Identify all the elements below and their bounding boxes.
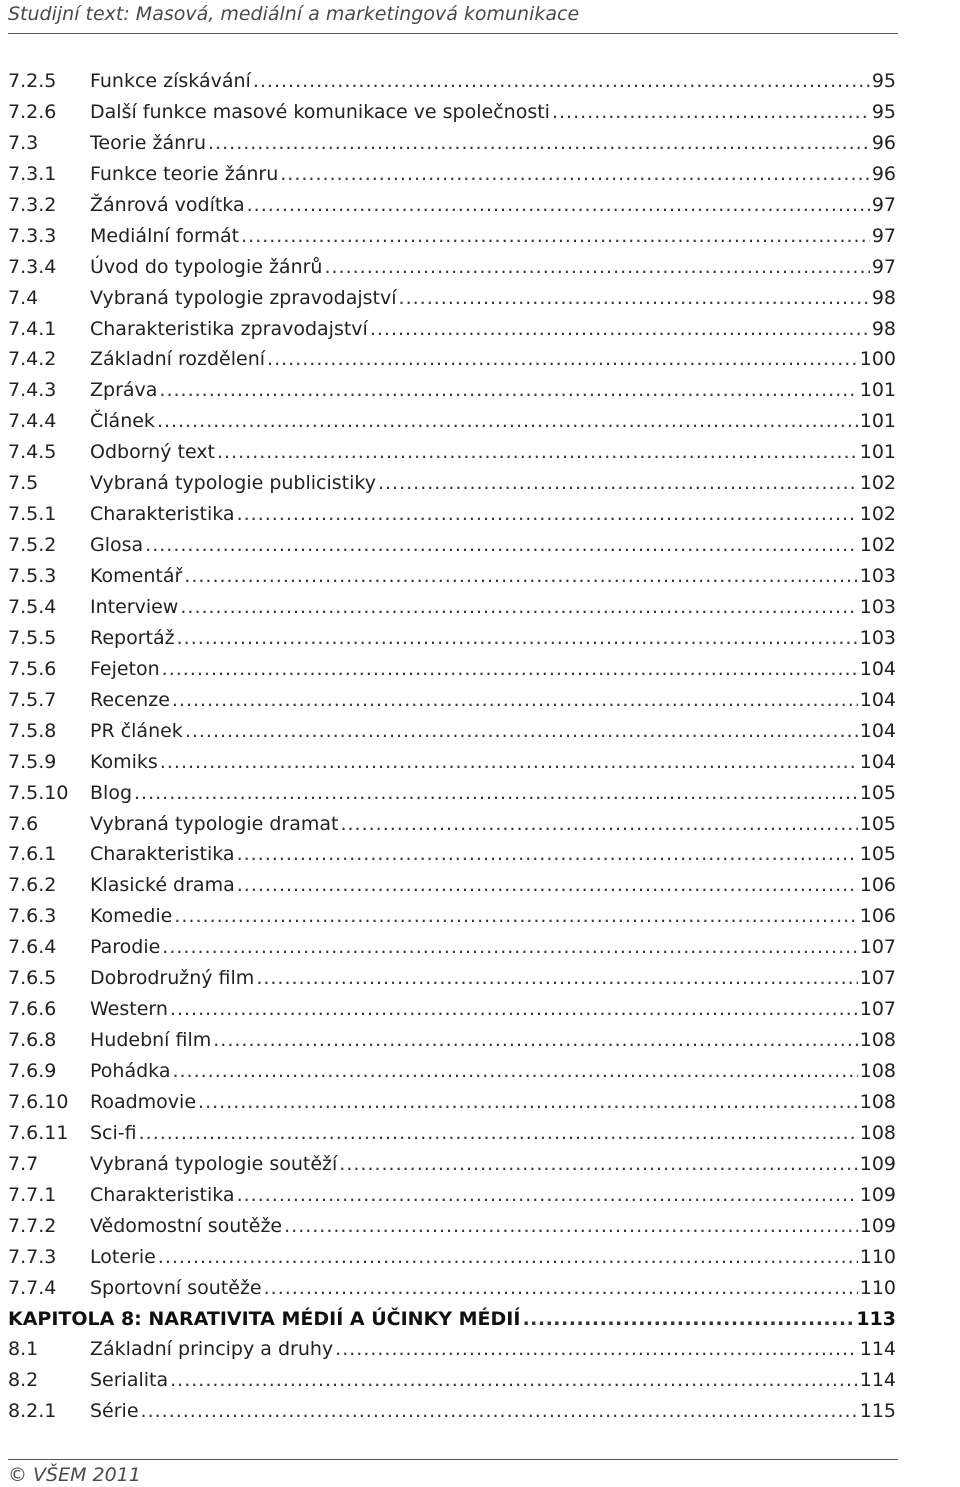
toc-entry-title: Úvod do typologie žánrů: [90, 255, 323, 278]
toc-dot-leader: [180, 592, 857, 622]
toc-dot-leader: [157, 406, 858, 436]
toc-dot-leader: [184, 561, 857, 591]
toc-entry[interactable]: [8, 1180, 896, 1211]
toc-entry[interactable]: [8, 1118, 896, 1149]
toc-entry-title: Komentář: [90, 565, 183, 587]
toc-entry-number: 7.4.4: [8, 410, 57, 433]
toc-entry-title: Sci-fi: [90, 1121, 137, 1144]
toc-entry-title: Vybraná typologie dramat: [90, 812, 339, 835]
toc-dot-leader: [237, 499, 858, 529]
toc-dot-leader: [185, 716, 858, 746]
toc-entry[interactable]: [8, 654, 896, 685]
toc-entry-page: 113: [856, 1307, 896, 1330]
toc-dot-leader: [162, 654, 858, 684]
toc-entry[interactable]: [8, 1056, 896, 1087]
toc-entry[interactable]: [8, 252, 896, 283]
toc-entry-page: 98: [871, 286, 896, 309]
toc-entry[interactable]: [8, 159, 896, 190]
toc-dot-leader: [213, 1025, 857, 1055]
toc-entry-number: 7.4.5: [8, 441, 57, 464]
toc-dot-leader: [237, 839, 858, 869]
toc-entry-title: Žánrová vodítka: [90, 193, 245, 216]
toc-dot-leader: [134, 778, 858, 808]
toc-entry[interactable]: [8, 716, 896, 747]
toc-entry-number: 7.6.9: [8, 1060, 57, 1082]
toc-dot-leader: [267, 344, 858, 374]
toc-entry[interactable]: [8, 437, 896, 468]
toc-entry-number: 7.6.3: [8, 905, 57, 928]
toc-entry-title: Funkce získávání: [90, 70, 251, 92]
toc-entry-title: Western: [90, 998, 168, 1021]
toc-entry-title: Článek: [90, 410, 155, 433]
toc-entry-page: 98: [871, 317, 896, 340]
toc-dot-leader: [399, 283, 870, 313]
toc-entry-number: 7.3: [8, 131, 39, 154]
toc-entry-page: 95: [871, 100, 896, 123]
toc-dot-leader: [159, 375, 857, 405]
toc-entry-title: Funkce teorie žánru: [90, 162, 279, 185]
toc-entry[interactable]: [8, 375, 896, 406]
toc-entry-title: Komedie: [90, 905, 173, 928]
toc-entry-number: 7.5.8: [8, 719, 57, 742]
toc-entry-page: 108: [859, 1090, 896, 1113]
toc-entry-number: 7.3.3: [8, 224, 57, 247]
toc-dot-leader: [247, 190, 870, 220]
toc-entry-title: Série: [90, 1400, 139, 1423]
toc-dot-leader: [241, 221, 870, 251]
toc-entry-page: 105: [859, 812, 896, 835]
toc-entry-number: 7.4: [8, 286, 39, 309]
toc-entry-title: Recenze: [90, 688, 170, 711]
toc-entry-page: 102: [859, 503, 896, 526]
toc-entry-page: 115: [859, 1400, 896, 1423]
toc-entry[interactable]: [8, 1396, 896, 1427]
toc-entry[interactable]: [8, 561, 896, 592]
toc-entry-number: 7.5.6: [8, 657, 57, 680]
toc-entry-page: 114: [859, 1369, 896, 1392]
toc-entry-title: Pohádka: [90, 1060, 171, 1082]
toc-entry-title: Parodie: [90, 936, 161, 959]
toc-entry-page: 106: [859, 905, 896, 928]
toc-entry[interactable]: [8, 344, 896, 375]
toc-entry-number: 7.5.10: [8, 781, 69, 804]
toc-entry-page: 107: [859, 936, 896, 959]
toc-entry[interactable]: [8, 530, 896, 561]
toc-dot-leader: [208, 128, 870, 158]
toc-entry-title: Teorie žánru: [90, 131, 207, 154]
toc-dot-leader: [139, 1118, 858, 1148]
toc-entry-title: Glosa: [90, 534, 144, 557]
toc-entry[interactable]: [8, 932, 896, 963]
toc-entry-number: 7.6.4: [8, 936, 57, 959]
toc-entry-page: 109: [859, 1183, 896, 1206]
toc-entry-number: 7.4.2: [8, 348, 57, 371]
toc-entry-number: 7.6.2: [8, 874, 57, 897]
toc-entry-title: Odborný text: [90, 441, 216, 464]
toc-entry-title: Další funkce masové komunikace ve společnosti: [90, 100, 550, 123]
toc-entry-title: Zpráva: [90, 379, 158, 402]
toc-entry-number: 7.3.1: [8, 162, 57, 185]
toc-entry-title: Roadmovie: [90, 1090, 197, 1113]
toc-entry[interactable]: [8, 870, 896, 901]
toc-dot-leader: [172, 685, 858, 715]
toc-entry-title: Serialita: [90, 1369, 169, 1392]
toc-entry[interactable]: [8, 623, 896, 654]
toc-entry-number: 8.2: [8, 1369, 39, 1392]
toc-entry[interactable]: [8, 406, 896, 437]
toc-entry-number: 7.6.5: [8, 967, 57, 990]
toc-entry[interactable]: [8, 314, 896, 345]
toc-entry-page: 95: [871, 70, 896, 92]
toc-entry[interactable]: [8, 1273, 896, 1304]
toc-entry-title: Reportáž: [90, 626, 175, 649]
toc-entry-number: 8.2.1: [8, 1400, 57, 1423]
running-header: Studijní text: Masová, mediální a marketingová komunikace: [8, 3, 580, 25]
toc-entry-page: 103: [859, 595, 896, 618]
toc-entry[interactable]: [8, 1149, 896, 1180]
toc-entry-page: 96: [871, 162, 896, 185]
toc-entry-title: Charakteristika zpravodajství: [90, 317, 368, 340]
toc-entry-page: 109: [859, 1214, 896, 1237]
toc-entry-page: 101: [859, 410, 896, 433]
toc-entry[interactable]: [8, 778, 896, 809]
toc-entry-number: 7.6: [8, 812, 39, 835]
toc-entry-page: 110: [859, 1245, 896, 1268]
toc-entry-page: 103: [859, 626, 896, 649]
toc-entry[interactable]: [8, 901, 896, 932]
toc-entry-title: Mediální formát: [90, 224, 240, 247]
toc-dot-leader: [370, 314, 870, 344]
toc-entry-number: 7.6.6: [8, 998, 57, 1021]
toc-entry-number: 7.3.2: [8, 193, 57, 216]
footer-divider: [8, 1459, 898, 1460]
toc-entry-page: 100: [859, 348, 896, 371]
running-footer: © VŠEM 2011: [8, 1464, 141, 1486]
toc-entry-title: Interview: [90, 595, 179, 618]
toc-dot-leader: [237, 870, 858, 900]
toc-dot-leader: [552, 97, 870, 127]
toc-entry-title: Hudební film: [90, 1029, 212, 1052]
toc-entry-page: 110: [859, 1276, 896, 1299]
toc-entry[interactable]: [8, 97, 896, 128]
toc-entry[interactable]: [8, 128, 896, 159]
toc-entry-title: PR článek: [90, 719, 183, 742]
toc-entry-page: 103: [859, 565, 896, 587]
toc-dot-leader: [172, 1056, 857, 1086]
toc-entry-page: 104: [859, 688, 896, 711]
toc-entry-title: Sportovní soutěže: [90, 1276, 262, 1299]
toc-entry-number: 7.7.1: [8, 1183, 57, 1206]
toc-entry-page: 109: [859, 1152, 896, 1175]
toc-entry-title: Komiks: [90, 750, 158, 773]
toc-entry-title: Základní principy a druhy: [90, 1338, 334, 1361]
toc-entry-number: 7.6.8: [8, 1029, 57, 1052]
toc-entry[interactable]: [8, 1025, 896, 1056]
toc-entry-number: 7.4.1: [8, 317, 57, 340]
toc-entry-number: 7.7.4: [8, 1276, 57, 1299]
toc-dot-leader: [256, 963, 857, 993]
toc-entry-page: 108: [859, 1121, 896, 1144]
toc-entry-page: 102: [859, 472, 896, 495]
toc-entry-number: 7.6.10: [8, 1090, 69, 1113]
toc-dot-leader: [324, 252, 869, 282]
toc-entry[interactable]: [8, 1334, 896, 1365]
toc-dot-leader: [170, 1365, 858, 1395]
toc-entry-page: 101: [859, 379, 896, 402]
toc-entry-title: Charakteristika: [90, 843, 235, 866]
toc-chapter-row[interactable]: [8, 1304, 896, 1335]
toc-entry[interactable]: [8, 685, 896, 716]
toc-entry-number: 7.5.9: [8, 750, 57, 773]
toc-entry-page: 97: [871, 224, 896, 247]
toc-entry-title: Vědomostní soutěže: [90, 1214, 283, 1237]
toc-dot-leader: [522, 1304, 854, 1334]
toc-entry-page: 107: [859, 967, 896, 990]
toc-entry[interactable]: [8, 1365, 896, 1396]
toc-entry-title: Vybraná typologie publicistiky: [90, 472, 376, 495]
toc-entry[interactable]: [8, 221, 896, 252]
toc-dot-leader: [145, 530, 858, 560]
toc-entry-page: 108: [859, 1029, 896, 1052]
toc-entry[interactable]: [8, 809, 896, 840]
toc-dot-leader: [284, 1211, 858, 1241]
toc-entry-title: Blog: [90, 781, 132, 804]
toc-dot-leader: [174, 901, 857, 931]
toc-entry-title: KAPITOLA 8: NARATIVITA MÉDIÍ A ÚČINKY MÉDIÍ: [8, 1307, 521, 1330]
toc-entry[interactable]: [8, 1242, 896, 1273]
toc-entry-page: 104: [859, 750, 896, 773]
toc-dot-leader: [217, 437, 858, 467]
toc-dot-leader: [198, 1087, 858, 1117]
toc-entry-page: 102: [859, 534, 896, 557]
toc-entry[interactable]: [8, 592, 896, 623]
toc-entry-page: 97: [871, 255, 896, 278]
toc-dot-leader: [162, 932, 857, 962]
toc-entry[interactable]: [8, 499, 896, 530]
toc-dot-leader: [170, 994, 858, 1024]
toc-dot-leader: [160, 747, 858, 777]
toc-entry-title: Charakteristika: [90, 503, 235, 526]
toc-entry-number: 7.2.6: [8, 100, 57, 123]
toc-entry-page: 106: [859, 874, 896, 897]
toc-entry-title: Základní rozdělení: [90, 348, 266, 371]
toc-entry-title: Fejeton: [90, 657, 160, 680]
toc-entry[interactable]: [8, 66, 896, 97]
toc-dot-leader: [335, 1334, 858, 1364]
toc-entry-page: 101: [859, 441, 896, 464]
toc-entry-title: Charakteristika: [90, 1183, 235, 1206]
toc-entry-number: 7.4.3: [8, 379, 57, 402]
toc-entry-page: 107: [859, 998, 896, 1021]
toc-entry-number: 7.5.7: [8, 688, 57, 711]
toc-entry[interactable]: [8, 994, 896, 1025]
toc-dot-leader: [264, 1273, 858, 1303]
toc-entry-number: 7.5: [8, 472, 39, 495]
toc-entry-number: 7.7.3: [8, 1245, 57, 1268]
toc-dot-leader: [378, 468, 858, 498]
toc-entry-number: 8.1: [8, 1338, 39, 1361]
toc-entry-number: 7.2.5: [8, 70, 57, 92]
toc-entry[interactable]: [8, 190, 896, 221]
toc-dot-leader: [253, 66, 870, 96]
toc-entry-title: Klasické drama: [90, 874, 235, 897]
toc-entry-number: 7.5.2: [8, 534, 57, 557]
table-of-contents: [8, 66, 896, 1427]
toc-entry-page: 104: [859, 657, 896, 680]
toc-entry-number: 7.3.4: [8, 255, 57, 278]
toc-entry-page: 105: [859, 843, 896, 866]
toc-entry-page: 96: [871, 131, 896, 154]
toc-entry[interactable]: [8, 1087, 896, 1118]
toc-entry-number: 7.7.2: [8, 1214, 57, 1237]
toc-entry-page: 114: [859, 1338, 896, 1361]
toc-entry-title: Vybraná typologie zpravodajství: [90, 286, 397, 309]
toc-dot-leader: [177, 623, 858, 653]
toc-entry-number: 7.5.1: [8, 503, 57, 526]
toc-entry-title: Loterie: [90, 1245, 156, 1268]
toc-entry-number: 7.7: [8, 1152, 39, 1175]
toc-entry-title: Dobrodružný film: [90, 967, 255, 990]
toc-dot-leader: [141, 1396, 858, 1426]
header-divider: [8, 33, 898, 34]
toc-dot-leader: [340, 809, 857, 839]
toc-entry-number: 7.6.11: [8, 1121, 69, 1144]
toc-entry[interactable]: [8, 963, 896, 994]
toc-entry[interactable]: [8, 283, 896, 314]
toc-dot-leader: [339, 1149, 857, 1179]
toc-entry-page: 108: [859, 1060, 896, 1082]
toc-entry-title: Vybraná typologie soutěží: [90, 1152, 338, 1175]
toc-dot-leader: [237, 1180, 858, 1210]
toc-entry-page: 105: [859, 781, 896, 804]
toc-entry-number: 7.5.4: [8, 595, 57, 618]
toc-entry[interactable]: [8, 1211, 896, 1242]
toc-entry-page: 97: [871, 193, 896, 216]
toc-entry[interactable]: [8, 468, 896, 499]
toc-entry-number: 7.5.5: [8, 626, 57, 649]
toc-entry-number: 7.5.3: [8, 565, 57, 587]
toc-dot-leader: [280, 159, 870, 189]
toc-dot-leader: [158, 1242, 858, 1272]
toc-entry[interactable]: [8, 747, 896, 778]
toc-entry[interactable]: [8, 839, 896, 870]
toc-entry-page: 104: [859, 719, 896, 742]
toc-entry-number: 7.6.1: [8, 843, 57, 866]
